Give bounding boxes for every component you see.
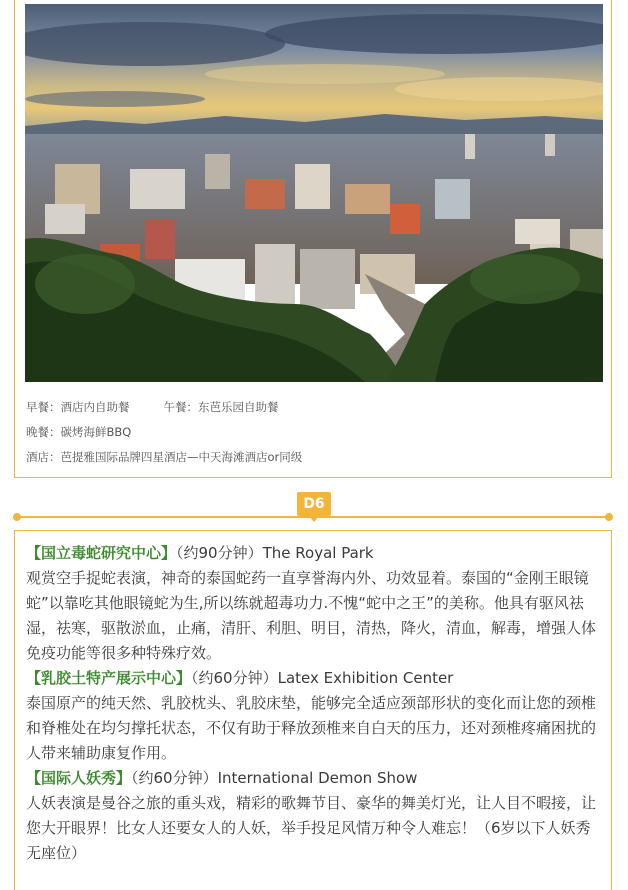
day-badge: D6 [297, 492, 331, 516]
previous-day-card [14, 0, 612, 478]
section-title: 【国立毒蛇研究中心】 [26, 544, 177, 562]
divider-dot-left [13, 513, 21, 521]
section-body: 观赏空手捉蛇表演，神奇的泰国蛇药一直享誉海内外、功效显着。泰国的“金刚王眼镜蛇”以靠吃其他眼镜蛇为生,所以练就超毒功力.不愧“蛇中之王”的美称。他具有驱风祛湿，祛寒，驱散淤血，止痛，清肝、利胆、明目，清热，降火，清血，解毒，增强人体免疫功能等很多种特殊疗效。 [26, 569, 597, 662]
itinerary-content [26, 541, 604, 866]
section-title: 【乳胶土特产展示中心】 [26, 669, 192, 687]
city-skyline-photo [25, 4, 603, 382]
section-heading-show [26, 766, 604, 791]
hotel-text: 酒店：芭提雅国际品牌四星酒店—中天海滩酒店or同级 [26, 450, 303, 464]
breakfast-text: 早餐：酒店内自助餐 [26, 400, 130, 414]
section-duration: （约60分钟）Latex Exhibition Center [191, 669, 454, 687]
section-body: 人妖表演是曼谷之旅的重头戏，精彩的歌舞节目、豪华的舞美灯光，让人目不暇接，让您大开眼界！比女人还要女人的人妖，举手投足风情万种令人难忘！（6岁以下人妖秀无座位） [26, 794, 597, 862]
section-duration: （约90分钟）The Royal Park [176, 544, 374, 562]
section-body: 泰国原产的纯天然、乳胶枕头、乳胶床垫，能够完全适应颈部形状的变化而让您的颈椎和脊椎处在均匀撑托状态，不仅有助于释放颈椎来自白天的压力，还对颈椎疼痛困扰的人带来辅助康复作用。 [26, 694, 597, 762]
section-heading-snake-center [26, 541, 604, 566]
meals-breakfast-lunch [26, 399, 279, 415]
day-6-card [14, 530, 612, 890]
section-duration: （约60分钟）International Demon Show [131, 769, 418, 787]
lunch-text: 午餐：东芭乐园自助餐 [163, 400, 279, 414]
section-heading-latex-center [26, 666, 604, 691]
divider-dot-right [605, 513, 613, 521]
section-title: 【国际人妖秀】 [26, 769, 132, 787]
dinner-text: 晚餐：碳烤海鲜BBQ [26, 425, 132, 439]
